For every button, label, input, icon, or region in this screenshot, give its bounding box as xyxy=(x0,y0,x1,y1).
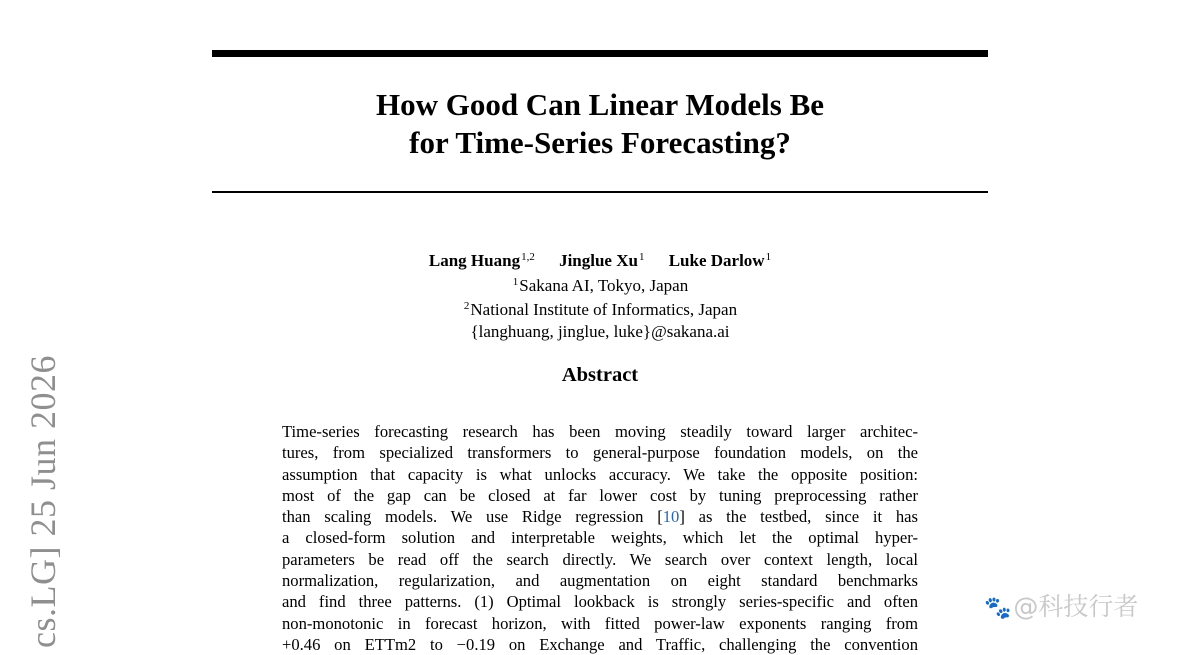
affiliation-text: Sakana AI, Tokyo, Japan xyxy=(519,275,689,295)
author-email: {langhuang, jinglue, luke}@sakana.ai xyxy=(470,321,730,341)
abstract-line: a closed-form solution and interpretable weights, which let the optimal hyper- xyxy=(282,528,918,548)
title-bottom-rule xyxy=(212,191,988,193)
abstract-line: +0.46 on ETTm2 to −0.19 on Exchange and Traffic, challenging the convention xyxy=(282,634,918,654)
author-1 xyxy=(429,251,535,270)
abstract-line: most of the gap can be closed at far lower cost by tuning preprocessing rather xyxy=(282,485,918,505)
watermark xyxy=(984,587,1138,623)
title-line-1: How Good Can Linear Models Be xyxy=(375,87,825,122)
abstract-line: and find three patterns. (1) Optimal lookback is strongly series-specific and often xyxy=(282,592,918,612)
title-line-2: for Time-Series Forecasting? xyxy=(409,125,791,160)
author-name: Luke Darlow xyxy=(668,251,765,270)
abstract-heading: Abstract xyxy=(561,364,639,386)
affiliation-sup: 2 xyxy=(463,300,470,312)
title-top-rule xyxy=(212,50,988,57)
author-name: Jinglue Xu xyxy=(559,251,638,270)
author-affil-sup: 1 xyxy=(765,251,772,263)
affiliation-1 xyxy=(212,272,988,297)
watermark-text: @科技行者 xyxy=(1013,592,1139,621)
abstract-line: assumption that capacity is what unlocks accuracy. We take the opposite position: xyxy=(282,464,918,484)
abstract-line: parameters be read off the search directly. We search over context length, local xyxy=(282,549,918,569)
abstract-line: Time-series forecasting research has been moving steadily toward larger architec- xyxy=(282,422,918,441)
affiliation-2 xyxy=(212,296,988,321)
author-affil-sup: 1,2 xyxy=(521,251,535,263)
abstract-line: tures, from specialized transformers to general-purpose foundation models, on the xyxy=(282,443,918,463)
author-block xyxy=(212,247,988,342)
paper-title xyxy=(212,86,988,162)
paw-icon: 🐾 xyxy=(984,596,1012,621)
author-3 xyxy=(669,251,771,270)
affiliation-sup: 1 xyxy=(512,275,519,288)
author-2 xyxy=(559,251,644,270)
abstract-line: non-monotonic in forecast horizon, with fitted power-law exponents ranging from xyxy=(282,613,918,633)
arxiv-stamp: cs.LG] 25 Jun 2026 xyxy=(23,355,63,648)
abstract-line-with-citation: than scaling models. We use Ridge regression [10] as the testbed, since it has xyxy=(282,507,918,527)
author-affil-sup: 1 xyxy=(638,251,645,263)
abstract-line: normalization, regularization, and augmentation on eight standard benchmarks xyxy=(282,571,918,591)
author-list xyxy=(212,247,988,272)
author-name: Lang Huang xyxy=(428,251,521,270)
citation-link[interactable]: 10 xyxy=(662,507,680,527)
abstract-body xyxy=(282,421,918,655)
affiliation-text: National Institute of Informatics, Japan xyxy=(470,300,738,319)
